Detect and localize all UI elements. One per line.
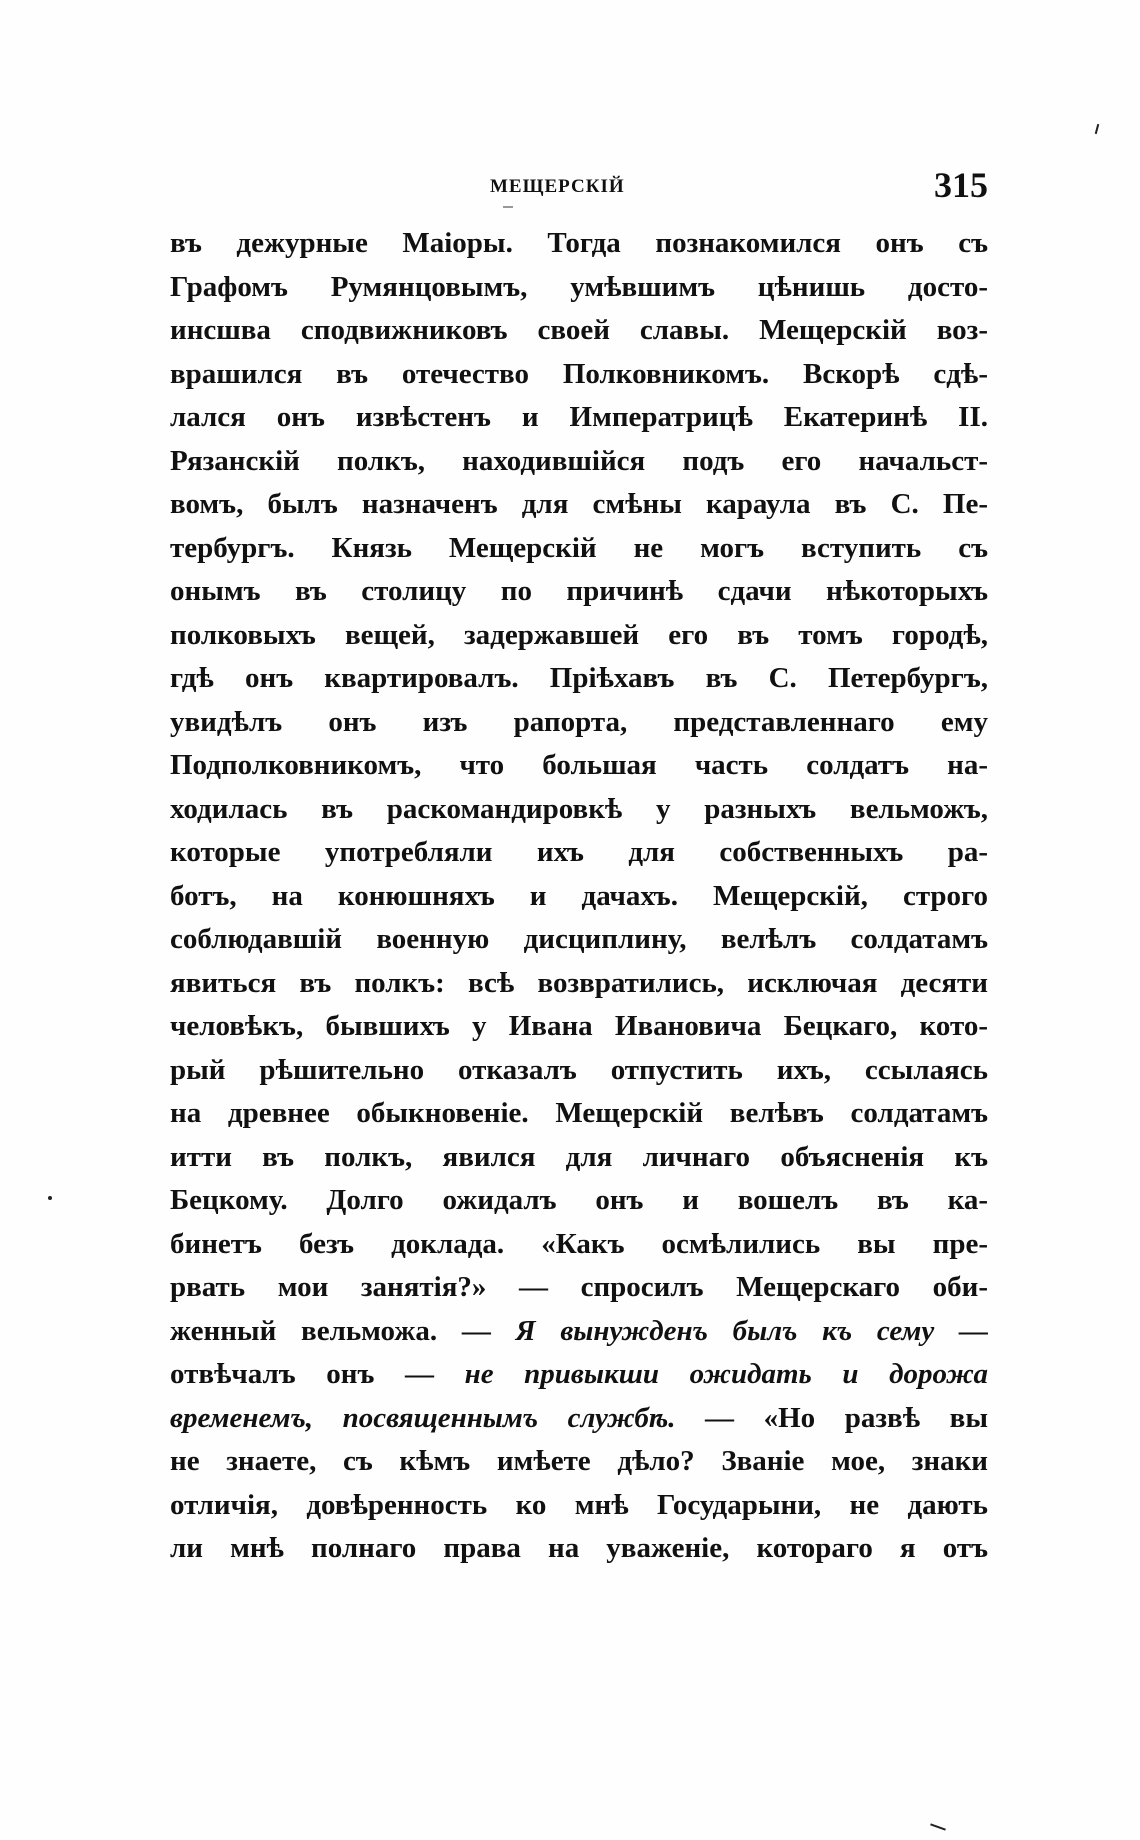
text-line: полковыхъ вещей, задержавшей его въ томъ городѣ,	[170, 618, 988, 651]
running-title: мещерскій	[490, 168, 625, 198]
text-line: рвать мои занятія?» — спросилъ Мещерскаго оби-	[170, 1271, 988, 1303]
line-plain-segment: отвѣчалъ онъ —	[170, 1358, 465, 1390]
text-line: лался онъ извѣстенъ и Императрицѣ Екатеринѣ II.	[170, 401, 988, 433]
text-line: ходилась въ раскомандировкѣ у разныхъ вельможъ,	[170, 792, 988, 825]
text-line: рый рѣшительно отказалъ отпустить ихъ, ссылаясь	[170, 1053, 988, 1086]
text-line-mixed	[170, 1353, 988, 1397]
running-head	[170, 165, 988, 208]
text-line: гдѣ онъ квартировалъ. Пріѣхавъ въ С. Петербургъ,	[170, 662, 988, 694]
line-italic-segment: не привыкши ожидать и дорожа	[464, 1358, 988, 1390]
text-line: итти въ полкъ, явился для личнаго объясненія къ	[170, 1140, 988, 1173]
text-line: Графомъ Румянцовымъ, умѣвшимъ цѣнишь досто-	[170, 270, 988, 303]
text-line: инсшва сподвижниковъ своей славы. Мещерскій воз-	[170, 314, 988, 346]
line-plain-segment: женный вельможа. —	[170, 1314, 516, 1347]
text-line: соблюдавшій военную дисциплину, велѣлъ солдатамъ	[170, 923, 988, 955]
text-line: Рязанскій полкъ, находившійся подъ его начальст-	[170, 444, 988, 477]
text-line: тербургъ. Князь Мещерскій не могъ вступить съ	[170, 531, 988, 564]
text-line: ботъ, на конюшняхъ и дачахъ. Мещерскій, строго	[170, 879, 988, 912]
text-line: не знаете, съ кѣмъ имѣете дѣло? Званіе мое, знаки	[170, 1445, 988, 1477]
text-line: бинетъ безъ доклада. «Какъ осмѣлились вы пре-	[170, 1227, 988, 1260]
stray-mark	[930, 1823, 946, 1830]
text-line-mixed	[170, 1397, 988, 1441]
line-italic-segment: временемъ, посвященнымъ службѣ.	[170, 1401, 676, 1434]
text-line: вомъ, былъ назначенъ для смѣны караула въ С. Пе-	[170, 488, 988, 520]
line-plain-segment: — «Но развѣ вы	[675, 1401, 988, 1434]
ornament-dash	[503, 206, 513, 208]
text-line: которые употребляли ихъ для собственныхъ ра-	[170, 836, 988, 868]
stray-mark	[48, 1196, 52, 1200]
text-line: ли мнѣ полнаго права на уваженіе, котораго я отъ	[170, 1532, 988, 1564]
text-line: человѣкъ, бывшихъ у Ивана Ивановича Бецкаго, кото-	[170, 1010, 988, 1042]
text-line: врашился въ отечество Полковникомъ. Вскорѣ сдѣ-	[170, 357, 988, 390]
text-line: въ дежурные Маіоры. Тогда познакомился онъ съ	[170, 227, 988, 259]
text-line: на древнее обыкновеніе. Мещерскій велѣвъ солдатамъ	[170, 1097, 988, 1129]
text-line: увидѣлъ онъ изъ рапорта, представленнаго ему	[170, 705, 988, 738]
stray-mark	[1095, 124, 1100, 134]
text-line-mixed	[170, 1310, 988, 1354]
line-italic-segment: Я вынужденъ былъ къ сему —	[515, 1314, 988, 1347]
body-text	[170, 222, 988, 1571]
text-line: Бецкому. Долго ожидалъ онъ и вошелъ въ ка-	[170, 1184, 988, 1216]
text-line: онымъ въ столицу по причинѣ сдачи нѣкоторыхъ	[170, 575, 988, 607]
text-line: Подполковникомъ, что большая часть солдатъ на-	[170, 749, 988, 781]
text-line: отличія, довѣренность ко мнѣ Государыни, не дають	[170, 1488, 988, 1521]
text-line: явиться въ полкъ: всѣ возвратились, исключая десяти	[170, 966, 988, 999]
page-number: 315	[934, 165, 988, 205]
